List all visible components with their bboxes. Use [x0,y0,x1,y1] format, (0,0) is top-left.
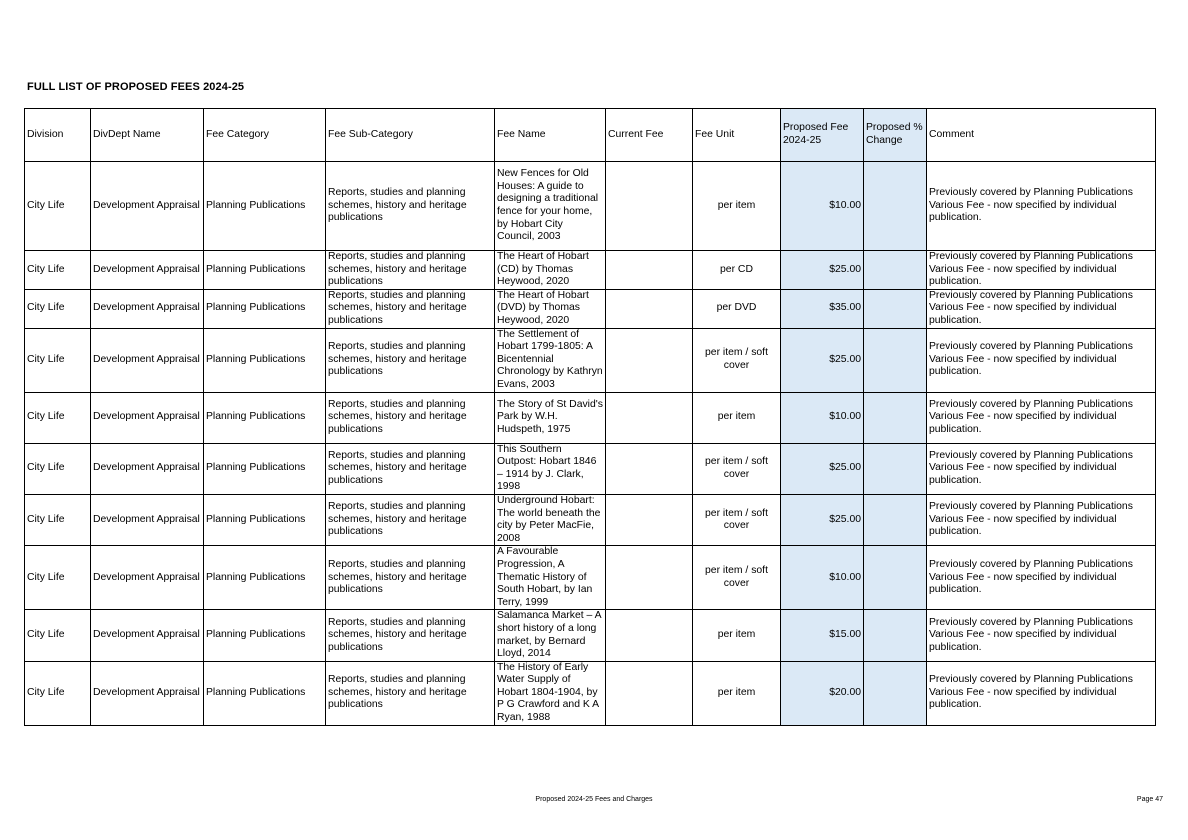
cell-comment: Previously covered by Planning Publications Various Fee - now specified by individual publication. [927,546,1156,610]
cell-division: City Life [25,546,91,610]
cell-proposed-fee: $20.00 [781,661,864,725]
cell-fee-name: The Heart of Hobart (DVD) by Thomas Heywood, 2020 [495,289,606,328]
cell-proposed-fee: $15.00 [781,610,864,661]
cell-proposed-change [864,661,927,725]
cell-fee-sub-category: Reports, studies and planning schemes, history and heritage publications [326,494,495,545]
cell-divdept-name: Development Appraisal [91,661,204,725]
table-row [25,392,1156,443]
footer-text: Proposed 2024-25 Fees and Charges [535,796,653,803]
cell-proposed-fee: $25.00 [781,328,864,392]
table-row [25,289,1156,328]
table-row [25,494,1156,545]
cell-fee-category: Planning Publications [204,610,326,661]
cell-fee-name: The Story of St David's Park by W.H. Hudspeth, 1975 [495,392,606,443]
cell-fee-sub-category: Reports, studies and planning schemes, history and heritage publications [326,251,495,290]
cell-division: City Life [25,162,91,251]
table-row [25,610,1156,661]
cell-proposed-change [864,289,927,328]
cell-fee-name: Underground Hobart: The world beneath the city by Peter MacFie, 2008 [495,494,606,545]
header-comment: Comment [927,109,1156,162]
cell-comment: Previously covered by Planning Publications Various Fee - now specified by individual publication. [927,610,1156,661]
header-division: Division [25,109,91,162]
cell-proposed-fee: $10.00 [781,546,864,610]
cell-fee-sub-category: Reports, studies and planning schemes, history and heritage publications [326,610,495,661]
cell-proposed-fee: $25.00 [781,443,864,494]
cell-divdept-name: Development Appraisal [91,546,204,610]
cell-current-fee [606,443,693,494]
cell-fee-sub-category: Reports, studies and planning schemes, history and heritage publications [326,546,495,610]
cell-proposed-change [864,546,927,610]
cell-fee-name: New Fences for Old Houses: A guide to designing a traditional fence for your home, by Hobart City Council, 2003 [495,162,606,251]
cell-current-fee [606,494,693,545]
cell-proposed-fee: $35.00 [781,289,864,328]
cell-fee-sub-category: Reports, studies and planning schemes, history and heritage publications [326,661,495,725]
table-row [25,251,1156,290]
cell-division: City Life [25,289,91,328]
cell-fee-unit: per item [693,661,781,725]
cell-divdept-name: Development Appraisal [91,392,204,443]
header-fee-sub-category: Fee Sub-Category [326,109,495,162]
cell-comment: Previously covered by Planning Publications Various Fee - now specified by individual publication. [927,162,1156,251]
header-proposed-fee: Proposed Fee 2024-25 [781,109,864,162]
cell-fee-category: Planning Publications [204,443,326,494]
cell-fee-category: Planning Publications [204,289,326,328]
cell-fee-unit: per DVD [693,289,781,328]
cell-current-fee [606,610,693,661]
cell-proposed-change [864,494,927,545]
cell-current-fee [606,162,693,251]
cell-proposed-change [864,328,927,392]
cell-fee-sub-category: Reports, studies and planning schemes, history and heritage publications [326,162,495,251]
cell-fee-unit: per item / soft cover [693,546,781,610]
cell-fee-category: Planning Publications [204,251,326,290]
cell-fee-sub-category: Reports, studies and planning schemes, history and heritage publications [326,328,495,392]
page-number: Page 47 [1136,796,1163,803]
cell-division: City Life [25,392,91,443]
cell-current-fee [606,328,693,392]
cell-fee-name: A Favourable Progression, A Thematic History of South Hobart, by Ian Terry, 1999 [495,546,606,610]
cell-current-fee [606,289,693,328]
cell-division: City Life [25,494,91,545]
cell-divdept-name: Development Appraisal [91,610,204,661]
cell-divdept-name: Development Appraisal [91,162,204,251]
cell-fee-unit: per item / soft cover [693,328,781,392]
table-row [25,443,1156,494]
table-body [25,162,1156,726]
fees-table [24,108,1156,726]
cell-comment: Previously covered by Planning Publications Various Fee - now specified by individual publication. [927,289,1156,328]
header-fee-category: Fee Category [204,109,326,162]
cell-division: City Life [25,328,91,392]
cell-proposed-change [864,162,927,251]
cell-divdept-name: Development Appraisal [91,494,204,545]
cell-current-fee [606,661,693,725]
table-row [25,546,1156,610]
cell-proposed-change [864,251,927,290]
table-row [25,328,1156,392]
cell-proposed-change [864,610,927,661]
cell-divdept-name: Development Appraisal [91,251,204,290]
cell-comment: Previously covered by Planning Publications Various Fee - now specified by individual publication. [927,443,1156,494]
cell-comment: Previously covered by Planning Publications Various Fee - now specified by individual publication. [927,251,1156,290]
cell-fee-unit: per item / soft cover [693,494,781,545]
cell-division: City Life [25,610,91,661]
header-fee-unit: Fee Unit [693,109,781,162]
cell-fee-category: Planning Publications [204,661,326,725]
cell-division: City Life [25,251,91,290]
cell-divdept-name: Development Appraisal [91,328,204,392]
header-current-fee: Current Fee [606,109,693,162]
cell-fee-category: Planning Publications [204,392,326,443]
cell-fee-name: The History of Early Water Supply of Hobart 1804-1904, by P G Crawford and K A Ryan, 1988 [495,661,606,725]
cell-fee-name: The Settlement of Hobart 1799-1805: A Bicentennial Chronology by Kathryn Evans, 2003 [495,328,606,392]
cell-division: City Life [25,661,91,725]
cell-fee-category: Planning Publications [204,494,326,545]
cell-current-fee [606,392,693,443]
cell-comment: Previously covered by Planning Publications Various Fee - now specified by individual publication. [927,328,1156,392]
cell-proposed-fee: $10.00 [781,392,864,443]
header-divdept-name: DivDept Name [91,109,204,162]
cell-comment: Previously covered by Planning Publications Various Fee - now specified by individual publication. [927,392,1156,443]
table-row [25,162,1156,251]
cell-divdept-name: Development Appraisal [91,443,204,494]
header-fee-name: Fee Name [495,109,606,162]
cell-divdept-name: Development Appraisal [91,289,204,328]
table-row [25,661,1156,725]
cell-fee-name: This Southern Outpost: Hobart 1846 – 1914 by J. Clark, 1998 [495,443,606,494]
cell-proposed-change [864,392,927,443]
cell-fee-name: The Heart of Hobart (CD) by Thomas Heywood, 2020 [495,251,606,290]
table-header-row [25,109,1156,162]
cell-current-fee [606,251,693,290]
cell-proposed-fee: $25.00 [781,251,864,290]
cell-fee-category: Planning Publications [204,546,326,610]
cell-fee-unit: per item [693,162,781,251]
cell-fee-sub-category: Reports, studies and planning schemes, history and heritage publications [326,392,495,443]
cell-fee-unit: per CD [693,251,781,290]
cell-proposed-fee: $10.00 [781,162,864,251]
cell-fee-sub-category: Reports, studies and planning schemes, history and heritage publications [326,289,495,328]
header-proposed-change: Proposed % Change [864,109,927,162]
page-title: FULL LIST OF PROPOSED FEES 2024-25 [27,81,245,93]
cell-fee-unit: per item [693,392,781,443]
cell-current-fee [606,546,693,610]
cell-fee-unit: per item [693,610,781,661]
cell-fee-category: Planning Publications [204,328,326,392]
cell-comment: Previously covered by Planning Publications Various Fee - now specified by individual publication. [927,494,1156,545]
cell-proposed-change [864,443,927,494]
cell-proposed-fee: $25.00 [781,494,864,545]
cell-division: City Life [25,443,91,494]
cell-fee-name: Salamanca Market – A short history of a long market, by Bernard Lloyd, 2014 [495,610,606,661]
cell-fee-category: Planning Publications [204,162,326,251]
cell-fee-unit: per item / soft cover [693,443,781,494]
cell-comment: Previously covered by Planning Publications Various Fee - now specified by individual publication. [927,661,1156,725]
cell-fee-sub-category: Reports, studies and planning schemes, history and heritage publications [326,443,495,494]
